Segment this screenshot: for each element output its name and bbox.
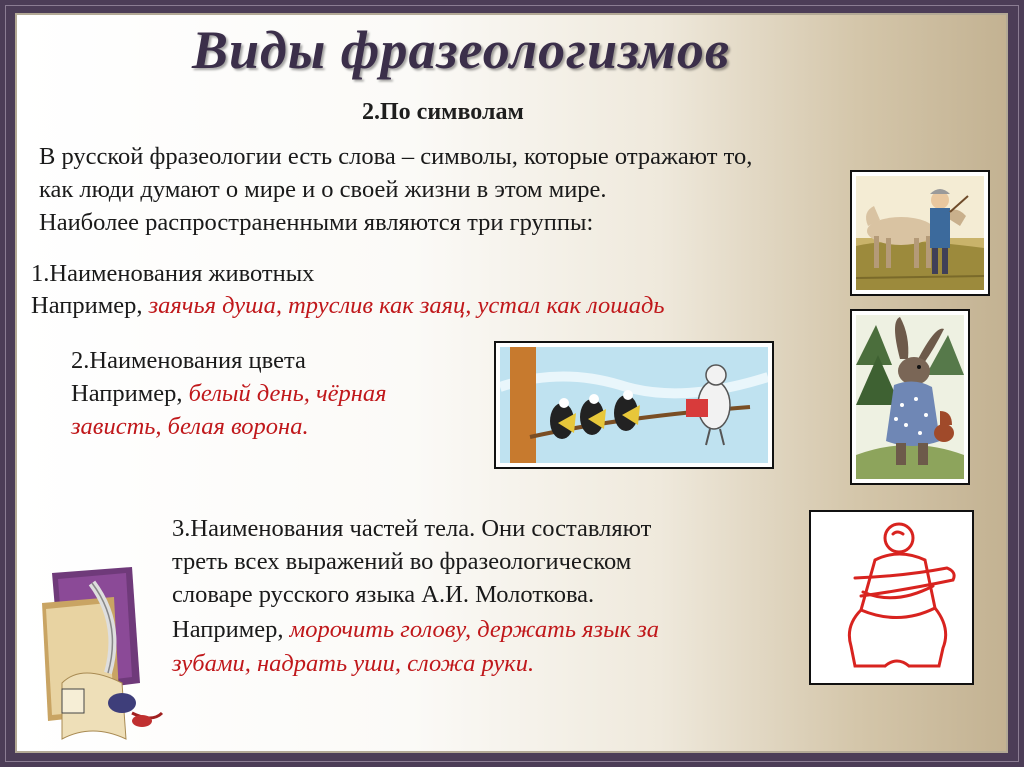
slide-subtitle: 2.По символам bbox=[362, 99, 524, 125]
intro-line-3: Наиболее распространенными являются три группы: bbox=[39, 209, 594, 236]
intro-line-1: В русской фразеологии есть слова – символы, которые отражают то, bbox=[39, 143, 753, 170]
group1-prefix: Например, bbox=[31, 292, 149, 319]
slide-title: Виды фразеологизмов bbox=[192, 20, 730, 80]
sitting-figure-crossed-arms-illustration bbox=[815, 516, 968, 679]
horse-and-man-illustration bbox=[856, 176, 984, 290]
group2-examples-1: белый день, чёрная bbox=[188, 380, 387, 407]
group2-heading: 2.Наименования цвета bbox=[71, 347, 306, 374]
group3-line-3: словаре русского языка А.И. Молоткова. bbox=[172, 581, 595, 608]
crows-on-branch-illustration bbox=[500, 347, 768, 463]
group2-example-line-1 bbox=[71, 378, 387, 409]
books-quill-scroll-illustration bbox=[22, 563, 172, 743]
group3-examples-2: зубами, надрать уши, сложа руки. bbox=[172, 650, 535, 677]
crows-picture bbox=[494, 341, 774, 469]
group2-examples-2: зависть, белая ворона. bbox=[71, 413, 309, 440]
intro-line-2: как люди думают о мире и о своей жизни в этом мире. bbox=[39, 176, 607, 203]
group2-prefix: Например, bbox=[71, 380, 189, 407]
group3-example-line-1 bbox=[172, 614, 659, 645]
group1-examples: заячья душа, труслив как заяц, устал как лошадь bbox=[148, 292, 665, 319]
slide bbox=[15, 13, 1008, 753]
horse-picture bbox=[850, 170, 990, 296]
group1-heading: 1.Наименования животных bbox=[31, 260, 315, 287]
hare-picture bbox=[850, 309, 970, 485]
group3-line-2: треть всех выражений во фразеологическом bbox=[172, 548, 632, 575]
group3-examples-1: морочить голову, держать язык за bbox=[289, 616, 660, 643]
group3-line-1: 3.Наименования частей тела. Они составляют bbox=[172, 515, 652, 542]
hare-in-dress-illustration bbox=[856, 315, 964, 479]
body-picture bbox=[809, 510, 974, 685]
group1-example-line bbox=[31, 290, 665, 321]
group3-prefix: Например, bbox=[172, 616, 290, 643]
